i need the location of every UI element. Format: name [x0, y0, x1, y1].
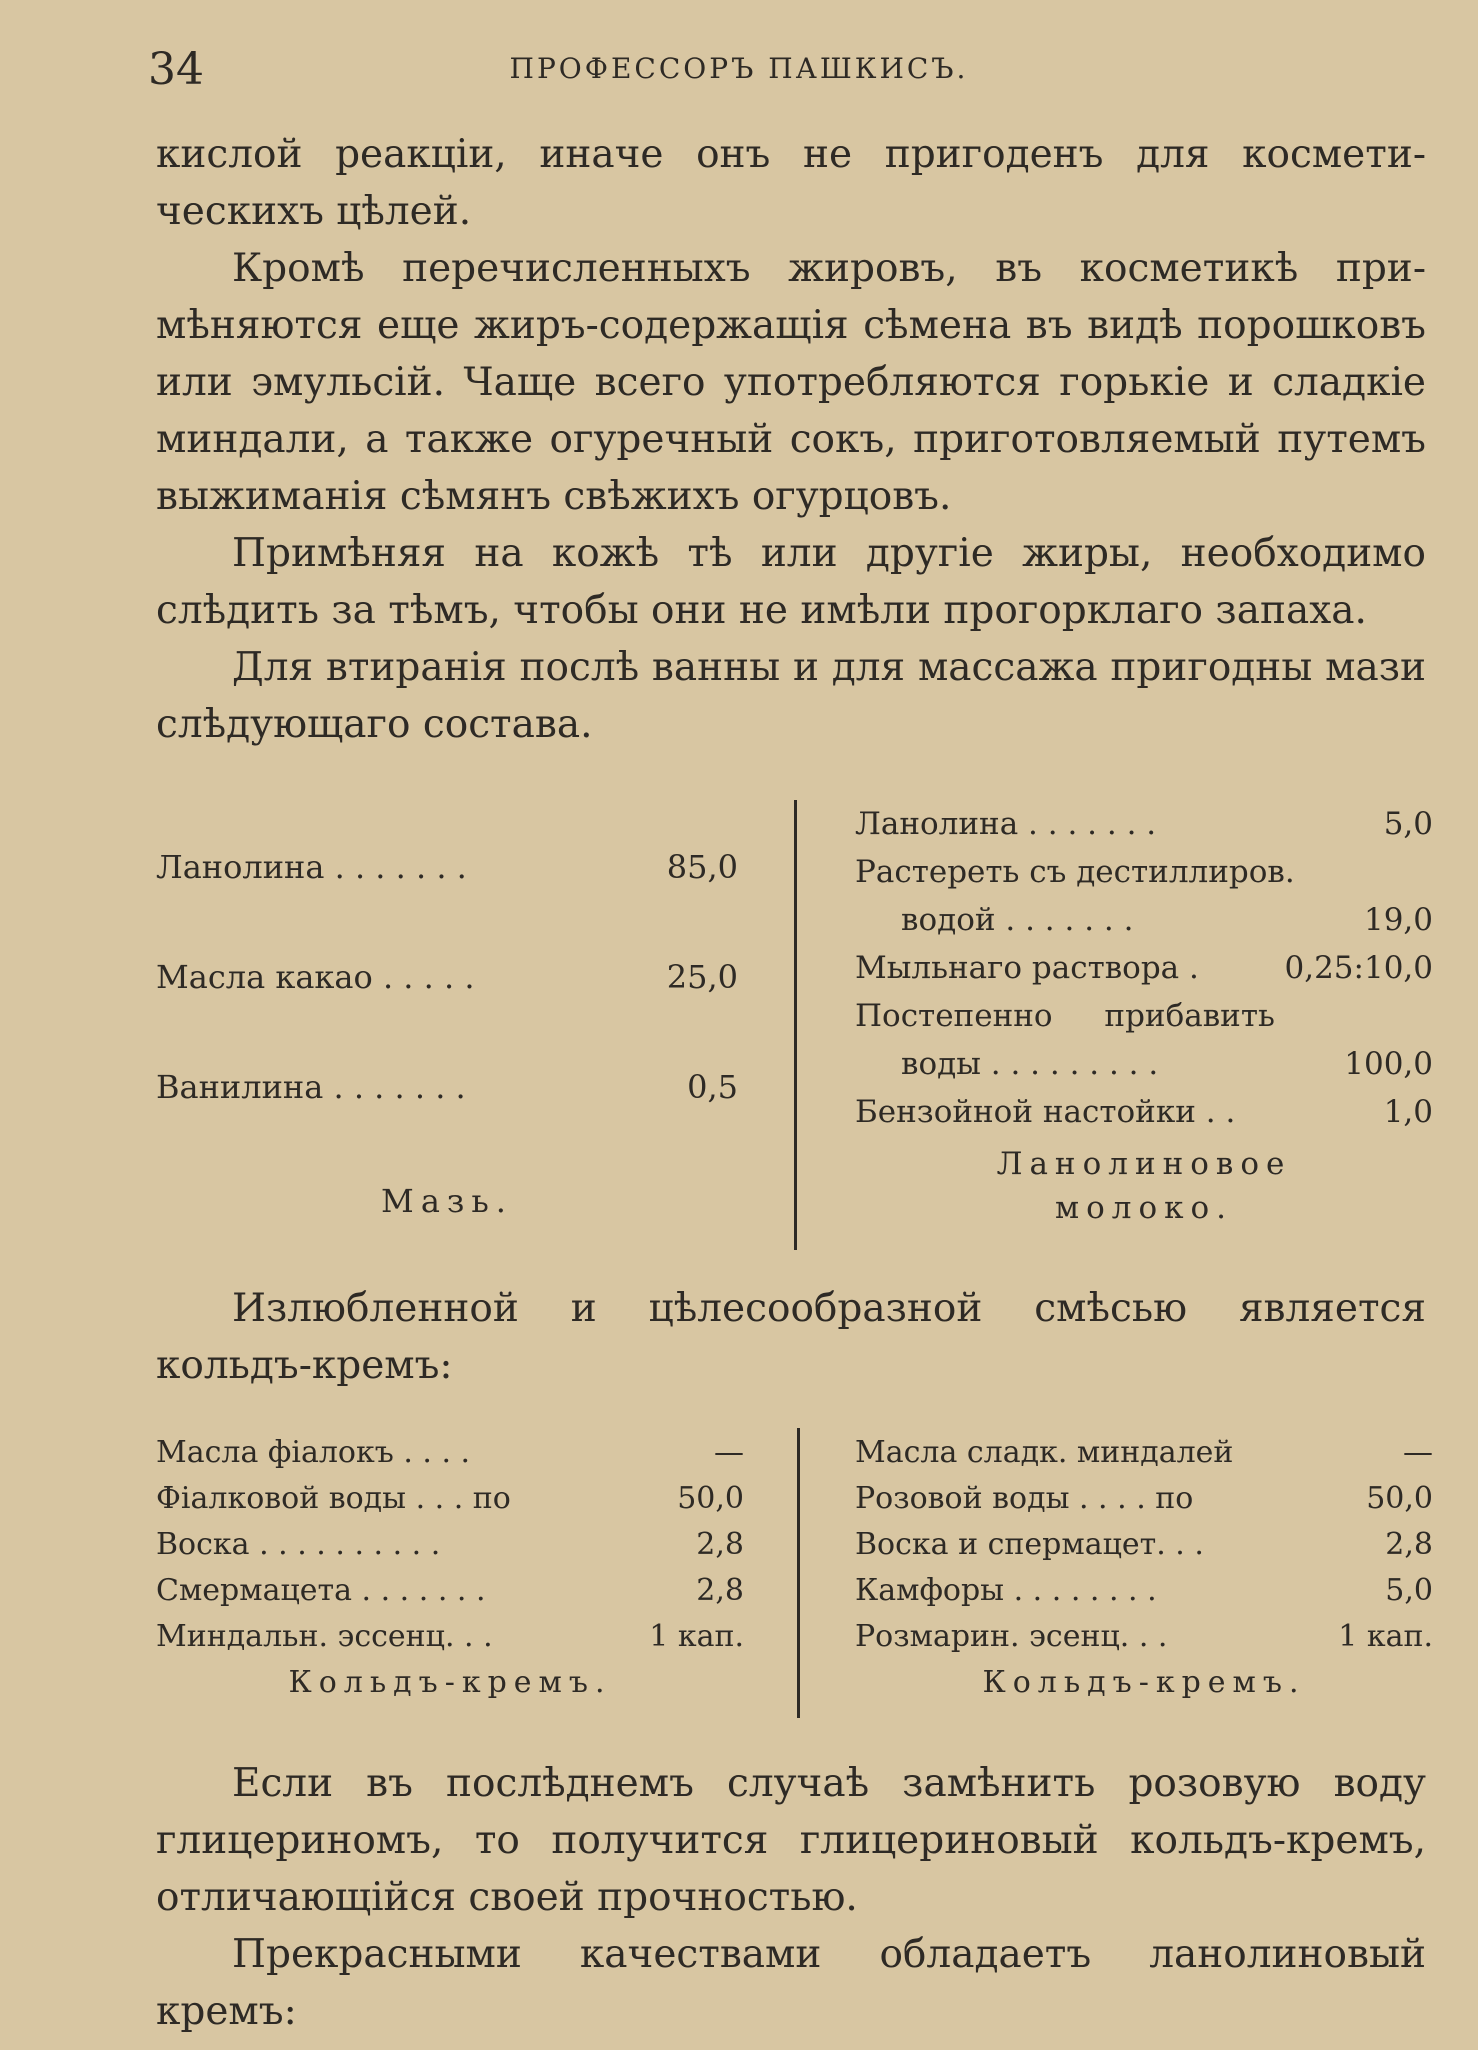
recipe-ointment [156, 848, 738, 1220]
paragraph: кислой реакціи, иначе онъ не пригоденъ для косметическихъ цѣлей. [156, 132, 1426, 234]
recipe-row: водой . . . . . . . 19,0 [901, 902, 1433, 938]
recipe-row: Воска . . . . . . . . . . 2,8 [156, 1527, 744, 1562]
paragraph: Примѣняя на кожѣ тѣ или другіе жиры, необходимо слѣдить за тѣмъ, чтобы они не имѣли прогорклаго запаха. [156, 531, 1426, 633]
middle-text [156, 1280, 1426, 1394]
running-title: ПРОФЕССОРЪ ПАШКИСЪ. [509, 52, 969, 85]
recipe-row: Фіалковой воды . . . по 50,0 [156, 1481, 744, 1516]
recipe-row: Розмарин. эсенц. . . 1 кап. [855, 1619, 1433, 1654]
recipe-caption: Мазь. [381, 1182, 513, 1220]
recipe-row: Ланолина . . . . . . . 5,0 [855, 806, 1433, 842]
recipe-row: Ланолина . . . . . . . 85,0 [156, 848, 738, 886]
paragraph: Если въ послѣднемъ случаѣ замѣнить розовую воду глицериномъ, то получится глицериновый кольдъ-кремъ, отличающійся своей прочностью. [156, 1761, 1426, 1920]
recipe-row: Масла какао . . . . . 25,0 [156, 958, 738, 996]
paragraph: Излюбленной и цѣлесообразной смѣсью является кольдъ-кремъ: [156, 1286, 1426, 1388]
recipe-instruction: Постепенно прибавить [855, 998, 1275, 1034]
recipe-row: Масла фіалокъ . . . . — [156, 1435, 744, 1470]
recipe-caption: Кольдъ-кремъ. [982, 1665, 1306, 1700]
recipe-row: Смермацета . . . . . . . 2,8 [156, 1573, 744, 1608]
recipe-cold-cream-right [855, 1430, 1433, 1706]
recipe-row: Бензойной настойки . . 1,0 [855, 1094, 1433, 1130]
column-divider [794, 800, 797, 1250]
recipe-cold-cream-left [156, 1430, 744, 1706]
intro-text [156, 126, 1426, 753]
recipe-row: Мыльнаго раствора . 0,25:10,0 [855, 950, 1433, 986]
recipe-row: Масла сладк. миндалей — [855, 1435, 1433, 1470]
recipe-lanolin-milk [855, 800, 1433, 1230]
paragraph: Для втиранія послѣ ванны и для массажа пригодны мази слѣдующаго состава. [156, 645, 1426, 747]
recipe-caption: Кольдъ-кремъ. [288, 1665, 612, 1700]
recipe-row: Ванилина . . . . . . . 0,5 [156, 1068, 738, 1106]
recipe-instruction: Растереть съ дестиллиров. [855, 854, 1295, 890]
recipe-row: Воска и спермацет. . . 2,8 [855, 1527, 1433, 1562]
recipe-caption: молоко. [1054, 1190, 1234, 1226]
recipe-row: Миндальн. эссенц. . . 1 кап. [156, 1619, 744, 1654]
page-number: 34 [148, 44, 204, 95]
paragraph: Прекрасными качествами обладаетъ ланолиновый кремъ: [156, 1932, 1426, 2034]
recipe-row: Камфоры . . . . . . . . 5,0 [855, 1573, 1433, 1608]
column-divider [797, 1428, 800, 1718]
recipe-row: Розовой воды . . . . по 50,0 [855, 1481, 1433, 1516]
closing-text [156, 1755, 1426, 2040]
recipe-row: воды . . . . . . . . . 100,0 [901, 1046, 1433, 1082]
paragraph: Кромѣ перечисленныхъ жировъ, въ косметикѣ примѣняются еще жиръ-содержащія сѣмена въ видѣ порошковъ или эмульсій. Чаще всего употребляются горькіе и сладкіе миндали, а также огуречный сокъ, приготовляемый путемъ выжиманія сѣмянъ свѣжихъ огурцовъ. [156, 246, 1426, 519]
recipe-caption: Ланолиновое [996, 1146, 1292, 1182]
